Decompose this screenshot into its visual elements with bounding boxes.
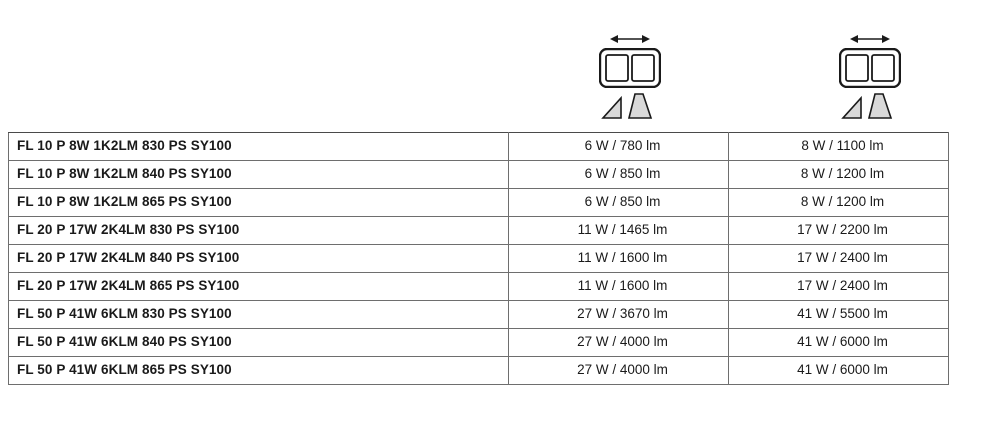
beam-icon-group-narrow	[565, 30, 695, 125]
product-name-cell: FL 20 P 17W 2K4LM 840 PS SY100	[9, 245, 509, 273]
value-cell-wide: 8 W / 1200 lm	[729, 161, 949, 189]
value-cell-wide: 17 W / 2400 lm	[729, 245, 949, 273]
value-cell-narrow: 6 W / 850 lm	[509, 161, 729, 189]
table-row	[9, 217, 949, 245]
value-cell-narrow: 27 W / 4000 lm	[509, 357, 729, 385]
beam-spread-narrow-icon	[599, 92, 661, 125]
table-row	[9, 301, 949, 329]
product-name-cell: FL 50 P 41W 6KLM 830 PS SY100	[9, 301, 509, 329]
beam-icon-group-wide	[805, 30, 935, 125]
product-name-cell: FL 20 P 17W 2K4LM 865 PS SY100	[9, 273, 509, 301]
product-name-cell: FL 10 P 8W 1K2LM 830 PS SY100	[9, 133, 509, 161]
value-cell-wide: 41 W / 5500 lm	[729, 301, 949, 329]
product-name-cell: FL 20 P 17W 2K4LM 830 PS SY100	[9, 217, 509, 245]
table-row	[9, 189, 949, 217]
product-name-cell: FL 10 P 8W 1K2LM 865 PS SY100	[9, 189, 509, 217]
value-cell-narrow: 27 W / 3670 lm	[509, 301, 729, 329]
table-row	[9, 357, 949, 385]
value-cell-narrow: 11 W / 1600 lm	[509, 245, 729, 273]
product-name-cell: FL 50 P 41W 6KLM 865 PS SY100	[9, 357, 509, 385]
value-cell-narrow: 6 W / 850 lm	[509, 189, 729, 217]
value-cell-wide: 8 W / 1100 lm	[729, 133, 949, 161]
table-row	[9, 329, 949, 357]
product-name-cell: FL 50 P 41W 6KLM 840 PS SY100	[9, 329, 509, 357]
floodlight-front-wide-icon	[839, 48, 901, 93]
value-cell-narrow: 6 W / 780 lm	[509, 133, 729, 161]
value-cell-wide: 41 W / 6000 lm	[729, 329, 949, 357]
value-cell-narrow: 11 W / 1600 lm	[509, 273, 729, 301]
beam-spread-wide-icon	[839, 92, 901, 125]
table-row	[9, 161, 949, 189]
table-row	[9, 273, 949, 301]
value-cell-wide: 17 W / 2400 lm	[729, 273, 949, 301]
value-cell-narrow: 27 W / 4000 lm	[509, 329, 729, 357]
value-cell-narrow: 11 W / 1465 lm	[509, 217, 729, 245]
value-cell-wide: 8 W / 1200 lm	[729, 189, 949, 217]
table-row	[9, 133, 949, 161]
value-cell-wide: 41 W / 6000 lm	[729, 357, 949, 385]
product-spec-table	[8, 132, 949, 385]
icon-header	[0, 0, 1000, 132]
product-name-cell: FL 10 P 8W 1K2LM 840 PS SY100	[9, 161, 509, 189]
value-cell-wide: 17 W / 2200 lm	[729, 217, 949, 245]
floodlight-front-narrow-icon	[599, 48, 661, 93]
table-body	[9, 133, 949, 385]
table-row	[9, 245, 949, 273]
